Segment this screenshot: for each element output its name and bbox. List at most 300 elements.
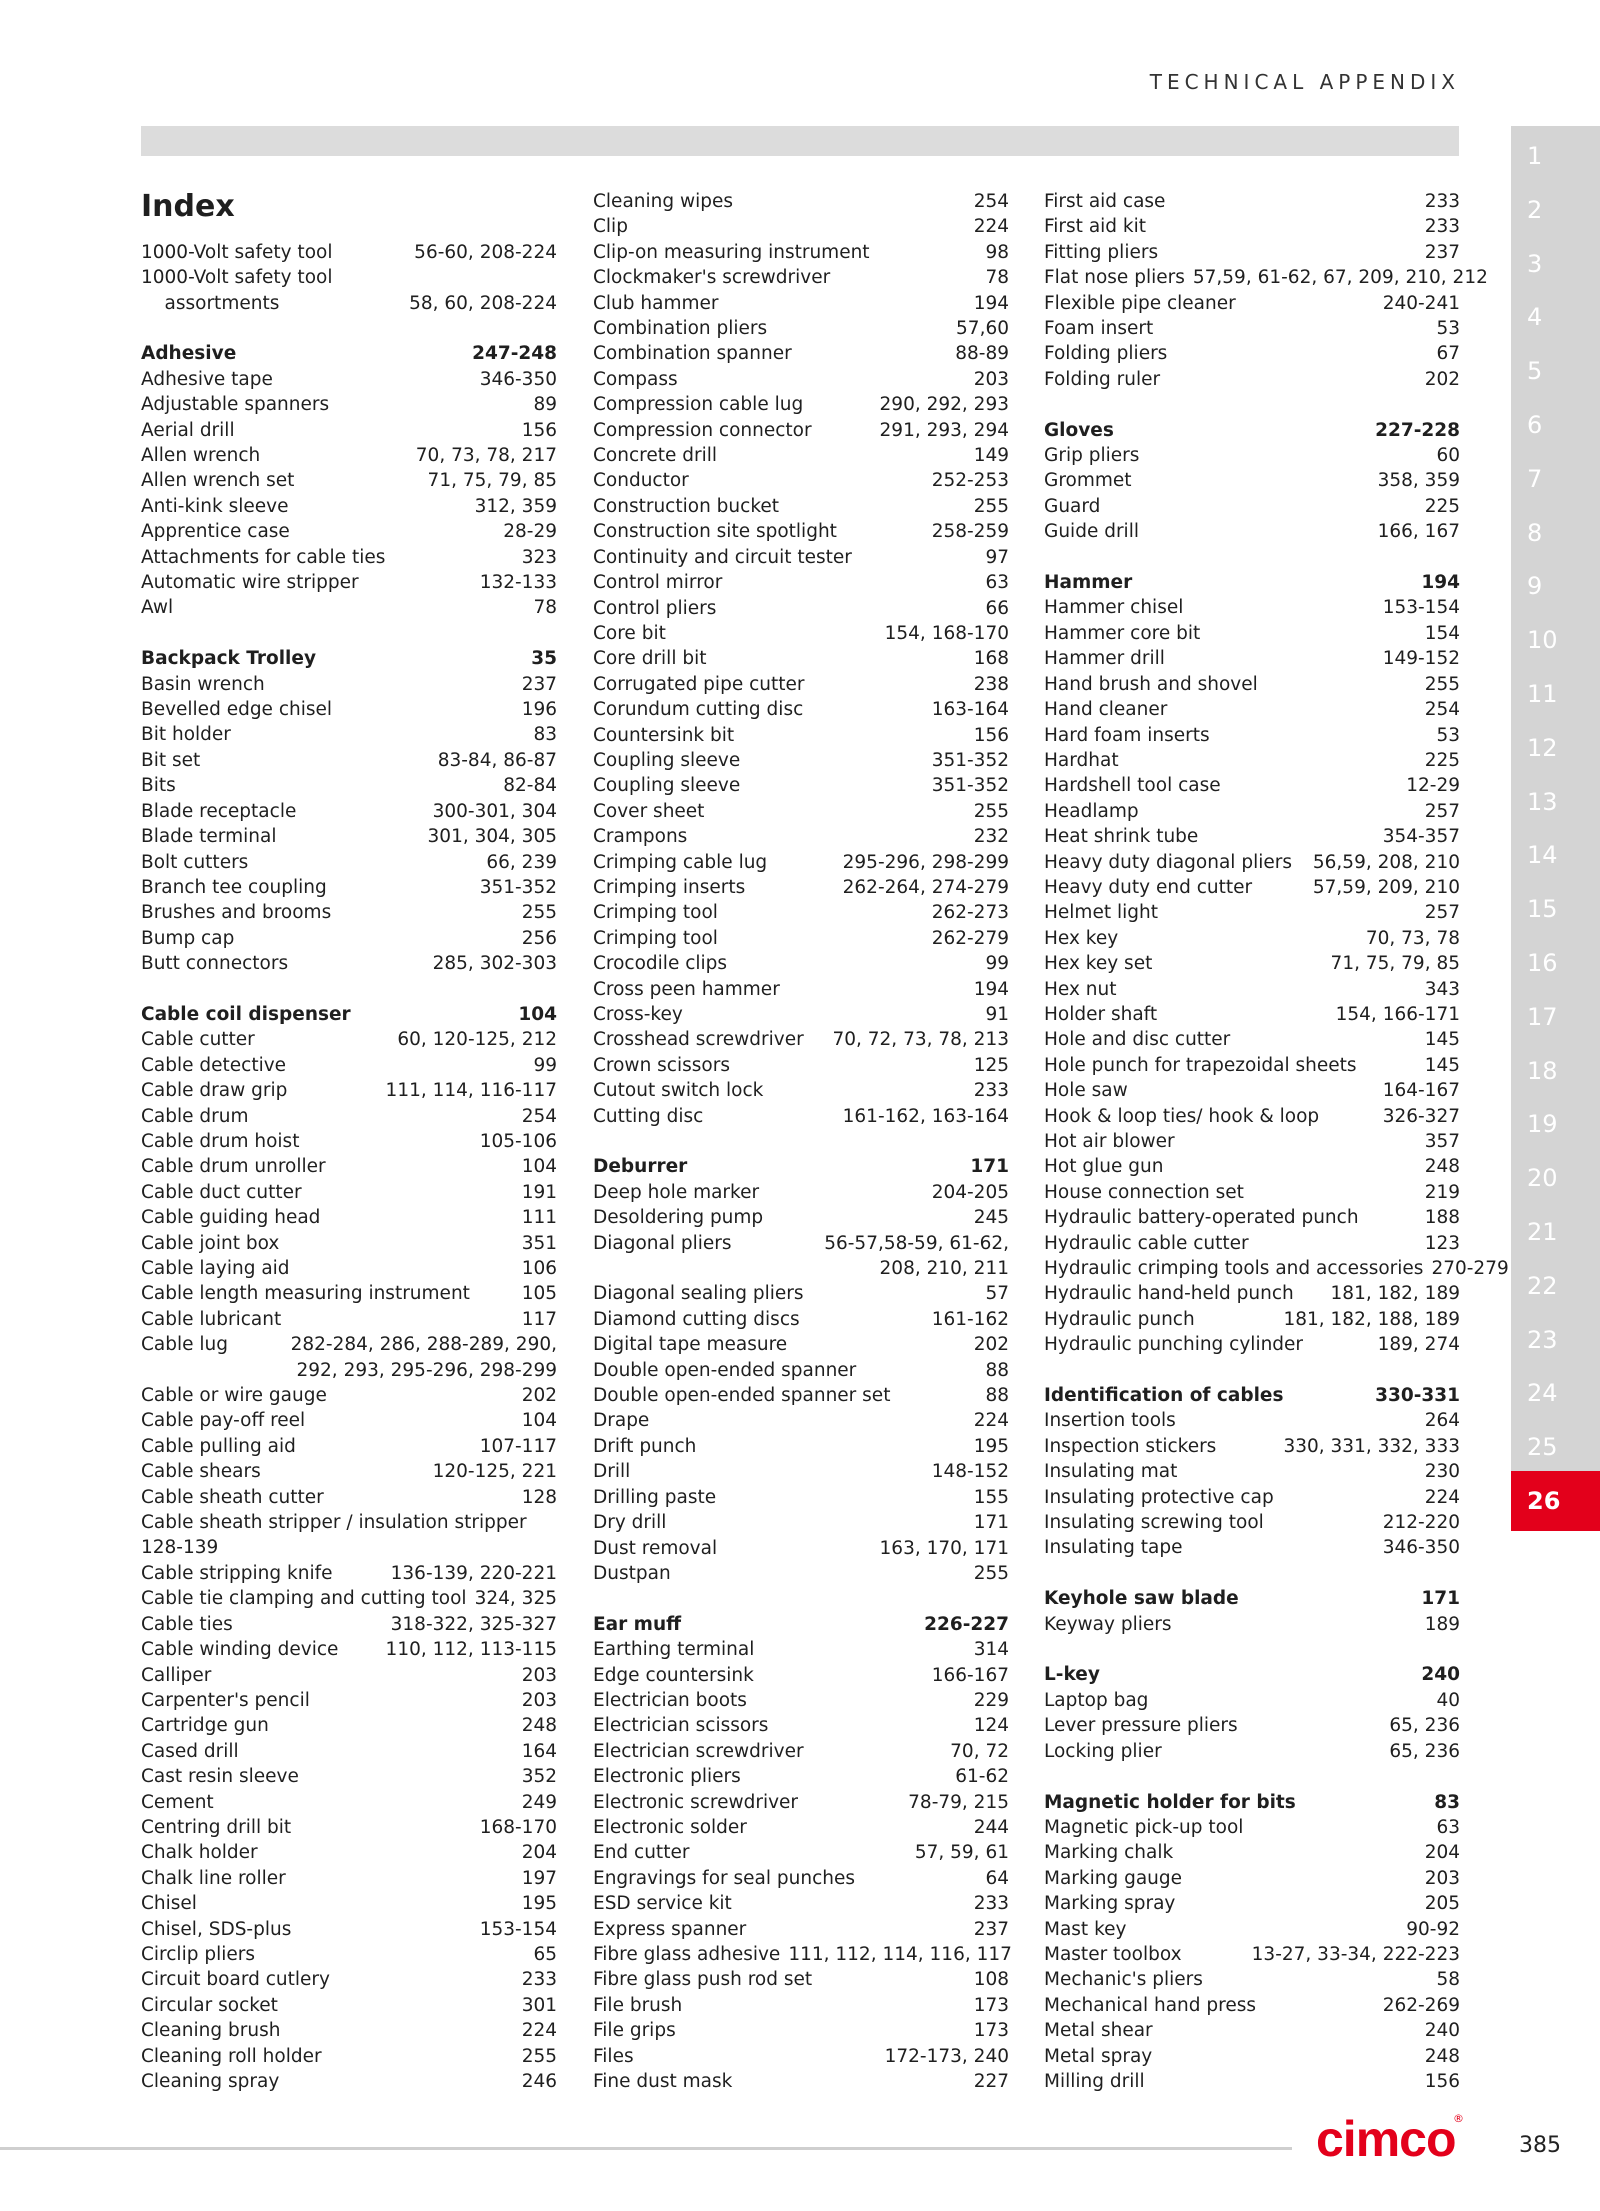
entry-pages: 88 xyxy=(985,1359,1009,1381)
entry-term: Metal shear xyxy=(1044,2020,1153,2042)
entry-term: Clockmaker's screwdriver xyxy=(593,267,831,289)
index-entry xyxy=(593,1764,1009,1789)
entry-term: Folding ruler xyxy=(1044,368,1161,390)
entry-pages: 154, 168-170 xyxy=(884,622,1009,644)
entry-pages: 173 xyxy=(973,1994,1009,2016)
entry-term: Laptop bag xyxy=(1044,1689,1149,1711)
entry-term: Hex key set xyxy=(1044,953,1153,975)
entry-pages: 255 xyxy=(973,1562,1009,1584)
index-entry xyxy=(593,773,1009,798)
index-entry xyxy=(141,1205,557,1230)
entry-pages: 225 xyxy=(1424,495,1460,517)
entry-term: Hammer xyxy=(1044,572,1133,594)
chapter-tab-11[interactable]: 11 xyxy=(1511,664,1600,724)
entry-pages: 181, 182, 189 xyxy=(1330,1283,1460,1305)
index-entry xyxy=(141,697,557,722)
section-title: TECHNICAL APPENDIX xyxy=(1149,70,1460,94)
entry-term: First aid kit xyxy=(1044,216,1147,238)
index-entry xyxy=(141,1510,557,1561)
index-entry xyxy=(1044,468,1460,493)
index-entry xyxy=(593,367,1009,392)
entry-term: Cable lug xyxy=(141,1334,229,1356)
index-entry xyxy=(1044,1129,1460,1154)
entry-pages: 237 xyxy=(521,673,557,695)
index-entry xyxy=(1044,621,1460,646)
index-entry xyxy=(1044,1713,1460,1738)
entry-pages: 171 xyxy=(973,1512,1009,1534)
index-entry xyxy=(1044,1434,1460,1459)
entry-term: Ear muff xyxy=(593,1613,682,1635)
entry-term: Compression connector xyxy=(593,419,812,441)
index-entry xyxy=(1044,1002,1460,1027)
index-entry xyxy=(593,1358,1009,1383)
index-entry xyxy=(593,468,1009,493)
entry-pages: 106 xyxy=(521,1258,557,1279)
index-entry xyxy=(593,1942,1012,1967)
entry-pages: 255 xyxy=(1424,673,1460,695)
entry-term: Gloves xyxy=(1044,419,1114,441)
entry-term: Cement xyxy=(141,1791,214,1813)
entry-term: Hydraulic punch xyxy=(1044,1308,1195,1330)
chapter-tab-5[interactable]: 5 xyxy=(1511,341,1600,401)
entry-term: Deburrer xyxy=(593,1156,688,1178)
entry-term: Engravings for seal punches xyxy=(593,1867,855,1889)
index-entry xyxy=(141,392,557,417)
entry-pages: 83 xyxy=(533,724,557,746)
entry-pages: 240 xyxy=(1424,2020,1460,2042)
entry-term: Magnetic pick-up tool xyxy=(1044,1816,1244,1838)
entry-term: Cable tie clamping and cutting tool xyxy=(141,1588,467,1610)
entry-term: Drill xyxy=(593,1461,631,1483)
index-entry xyxy=(1044,875,1460,900)
entry-pages: 65 xyxy=(533,1943,557,1965)
index-entry xyxy=(593,214,1009,239)
index-entry xyxy=(593,900,1009,925)
index-entry xyxy=(593,799,1009,824)
index-entry xyxy=(141,291,557,316)
entry-term: Cable pulling aid xyxy=(141,1435,296,1457)
entry-pages: 105 xyxy=(521,1283,557,1305)
index-entry xyxy=(593,1485,1009,1510)
index-entry xyxy=(593,1027,1009,1052)
entry-pages: 248 xyxy=(521,1715,557,1737)
entry-pages: 226-227 xyxy=(924,1613,1009,1635)
entry-pages: 189 xyxy=(1424,1613,1460,1635)
entry-pages: 57,60 xyxy=(956,318,1009,340)
entry-pages: 354-357 xyxy=(1382,826,1460,848)
entry-pages: 240-241 xyxy=(1382,292,1460,314)
index-entry xyxy=(141,443,557,468)
chapter-tab-20[interactable]: 20 xyxy=(1511,1148,1600,1208)
entry-pages: 65, 236 xyxy=(1389,1740,1460,1762)
index-entry xyxy=(593,1408,1009,1433)
entry-term: Hard foam inserts xyxy=(1044,724,1210,746)
entry-term: End cutter xyxy=(593,1842,690,1864)
entry-term: Crimping cable lug xyxy=(593,851,768,873)
index-entry xyxy=(141,1612,557,1637)
entry-term: Hydraulic punching cylinder xyxy=(1044,1334,1304,1356)
entry-term: Concrete drill xyxy=(593,445,717,467)
index-heading xyxy=(141,1002,557,1027)
header-bar xyxy=(141,126,1459,156)
entry-pages: 224 xyxy=(1424,1486,1460,1508)
entry-pages: 88 xyxy=(985,1385,1009,1407)
entry-pages: 91 xyxy=(985,1004,1009,1025)
entry-pages: 188 xyxy=(1424,1207,1460,1229)
entry-pages: 357 xyxy=(1424,1131,1460,1152)
entry-term: Cable drum unroller xyxy=(141,1156,326,1178)
entry-pages: 291, 293, 294 xyxy=(879,419,1009,441)
entry-pages: 149-152 xyxy=(1382,648,1460,670)
entry-pages: 244 xyxy=(973,1816,1009,1838)
entry-pages: 318-322, 325-327 xyxy=(390,1613,557,1635)
entry-pages: 346-350 xyxy=(1382,1537,1460,1559)
entry-pages: 173 xyxy=(973,2020,1009,2042)
entry-pages: 312, 359 xyxy=(474,495,557,517)
index-entry xyxy=(1044,1154,1460,1179)
entry-pages: 104 xyxy=(521,1410,557,1432)
entry-pages: 351 xyxy=(521,1232,557,1254)
entry-term: Marking chalk xyxy=(1044,1842,1174,1864)
index-entry xyxy=(593,824,1009,849)
index-entry xyxy=(593,1332,1009,1357)
entry-term: Keyway pliers xyxy=(1044,1613,1172,1635)
index-entry xyxy=(593,748,1009,773)
entry-term: Cast resin sleeve xyxy=(141,1766,299,1788)
entry-term: Insulating tape xyxy=(1044,1537,1183,1559)
chapter-tab-1[interactable]: 1 xyxy=(1511,126,1600,186)
index-entry xyxy=(141,672,557,697)
entry-term: 1000-Volt safety tool xyxy=(141,241,333,263)
chapter-tab-14[interactable]: 14 xyxy=(1511,825,1600,885)
index-entry xyxy=(1044,1917,1460,1942)
entry-term: Holder shaft xyxy=(1044,1003,1158,1025)
index-entry xyxy=(141,570,557,595)
entry-pages: 56-60, 208-224 xyxy=(414,241,557,263)
chapter-tab-7[interactable]: 7 xyxy=(1511,449,1600,509)
entry-term: Crampons xyxy=(593,826,688,848)
entry-pages: 89 xyxy=(533,394,557,416)
entry-term: Hydraulic crimping tools and accessories xyxy=(1044,1258,1424,1280)
entry-term: Automatic wire stripper xyxy=(141,572,359,594)
entry-term: Lever pressure pliers xyxy=(1044,1715,1238,1737)
index-entry xyxy=(141,900,557,925)
entry-term: ESD service kit xyxy=(593,1893,732,1915)
entry-term: Mechanical hand press xyxy=(1044,1994,1256,2016)
entry-pages: 282-284, 286, 288-289, 290, 292, 293, 295-296, 298-299 xyxy=(290,1334,557,1381)
index-entry xyxy=(141,1104,557,1129)
entry-pages: 196 xyxy=(521,699,557,721)
entry-pages: 104 xyxy=(518,1003,557,1025)
entry-pages: 224 xyxy=(973,216,1009,238)
entry-pages: 12-29 xyxy=(1406,775,1460,797)
entry-pages: 255 xyxy=(973,495,1009,517)
chapter-tab-4[interactable]: 4 xyxy=(1511,287,1600,347)
entry-pages: 233 xyxy=(973,1080,1009,1102)
index-entry xyxy=(1044,1815,1460,1840)
chapter-tab-8[interactable]: 8 xyxy=(1511,503,1600,563)
entry-pages: 262-273 xyxy=(931,902,1009,924)
entry-term: Hardshell tool case xyxy=(1044,775,1221,797)
index-entry xyxy=(1044,1307,1460,1332)
chapter-tab-16[interactable]: 16 xyxy=(1511,933,1600,993)
entry-pages: 78-79, 215 xyxy=(908,1791,1009,1813)
entry-pages: 145 xyxy=(1424,1054,1460,1076)
entry-pages: 58, 60, 208-224 xyxy=(409,292,557,314)
entry-pages: 224 xyxy=(973,1410,1009,1432)
entry-pages: 255 xyxy=(973,800,1009,822)
entry-pages: 168-170 xyxy=(479,1816,557,1838)
index-entry xyxy=(593,1053,1009,1078)
index-entry xyxy=(593,1637,1009,1662)
chapter-tab-2[interactable]: 2 xyxy=(1511,180,1600,240)
entry-term: Bit set xyxy=(141,749,201,771)
index-entry xyxy=(1044,1459,1460,1484)
chapter-tab-9[interactable]: 9 xyxy=(1511,556,1600,616)
index-entry xyxy=(141,1866,557,1891)
entry-term: Construction bucket xyxy=(593,495,780,517)
index-entry xyxy=(1044,951,1460,976)
entry-term: Electrician boots xyxy=(593,1689,747,1711)
entry-pages: 232 xyxy=(973,826,1009,848)
index-entry xyxy=(141,1485,557,1510)
entry-term: Core drill bit xyxy=(593,648,707,670)
entry-term: Keyhole saw blade xyxy=(1044,1588,1239,1610)
entry-term: Hole punch for trapezoidal sheets xyxy=(1044,1054,1357,1076)
chapter-tab-15[interactable]: 15 xyxy=(1511,879,1600,939)
entry-term: Crimping tool xyxy=(593,927,718,949)
chapter-tab-12[interactable]: 12 xyxy=(1511,718,1600,778)
entry-term: File brush xyxy=(593,1994,683,2016)
index-entry xyxy=(1044,1485,1460,1510)
entry-pages: 90-92 xyxy=(1406,1918,1460,1940)
entry-pages: 237 xyxy=(1424,241,1460,263)
entry-pages: 78 xyxy=(533,597,557,619)
entry-pages: 314 xyxy=(973,1639,1009,1661)
entry-term: Cable joint box xyxy=(141,1232,280,1254)
chapter-tab-18[interactable]: 18 xyxy=(1511,1041,1600,1101)
index-entry xyxy=(141,1434,557,1459)
entry-pages: 153-154 xyxy=(479,1918,557,1940)
entry-term: Club hammer xyxy=(593,292,719,314)
entry-term: Heat shrink tube xyxy=(1044,826,1199,848)
index-entry xyxy=(141,1942,557,1967)
index-entry xyxy=(1044,367,1460,392)
entry-term: Compass xyxy=(593,368,678,390)
entry-pages: 105-106 xyxy=(479,1130,557,1152)
index-entry xyxy=(593,1180,1009,1205)
index-entry xyxy=(1044,1281,1460,1306)
entry-term: Cable drum hoist xyxy=(141,1130,300,1152)
index-entry xyxy=(593,1993,1009,2018)
index-heading xyxy=(1044,1662,1460,1687)
entry-pages: 233 xyxy=(1424,191,1460,212)
entry-term: Master toolbox xyxy=(1044,1943,1182,1965)
entry-pages: 28-29 xyxy=(503,521,557,543)
index-entry xyxy=(141,1967,557,1992)
index-entry xyxy=(593,494,1009,519)
index-entry xyxy=(593,1307,1009,1332)
entry-pages: 153-154 xyxy=(1382,597,1460,619)
chapter-tab-25[interactable]: 25 xyxy=(1511,1417,1600,1477)
entry-term: Dry drill xyxy=(593,1512,667,1534)
entry-pages: 346-350 xyxy=(479,368,557,390)
index-entry xyxy=(1044,1104,1460,1129)
entry-pages: 252-253 xyxy=(931,470,1009,492)
entry-pages: 145 xyxy=(1424,1029,1460,1051)
entry-term: Cross peen hammer xyxy=(593,978,780,1000)
entry-pages: 343 xyxy=(1424,978,1460,1000)
index-entry xyxy=(1044,1535,1460,1560)
index-entry xyxy=(593,1815,1009,1840)
entry-pages: 40 xyxy=(1436,1689,1460,1711)
entry-term: File grips xyxy=(593,2020,676,2042)
entry-term: Cable pay-off reel xyxy=(141,1410,306,1432)
index-entry xyxy=(593,1891,1009,1916)
entry-pages: 224 xyxy=(521,2020,557,2042)
chapter-tab-26[interactable]: 26 xyxy=(1511,1471,1600,1531)
index-entry xyxy=(141,1459,557,1484)
entry-term: Anti-kink sleeve xyxy=(141,495,289,517)
entry-term: Insertion tools xyxy=(1044,1410,1176,1432)
entry-pages: 71, 75, 79, 85 xyxy=(1330,953,1460,975)
entry-pages: 154 xyxy=(1424,622,1460,644)
entry-pages: 205 xyxy=(1424,1893,1460,1915)
index-entry xyxy=(1044,595,1460,620)
entry-term: Hammer drill xyxy=(1044,648,1165,670)
index-entry xyxy=(1044,926,1460,951)
entry-pages: 161-162 xyxy=(931,1308,1009,1330)
index-entry xyxy=(141,1993,557,2018)
index-entry xyxy=(593,1917,1009,1942)
index-entry xyxy=(1044,748,1460,773)
index-heading xyxy=(1044,570,1460,595)
entry-pages: 254 xyxy=(1424,699,1460,721)
entry-pages: 136-139, 220-221 xyxy=(390,1562,557,1584)
entry-term: Deep hole marker xyxy=(593,1181,760,1203)
index-entry xyxy=(1044,1840,1460,1865)
entry-term: Adjustable spanners xyxy=(141,394,330,416)
chapter-tab-6[interactable]: 6 xyxy=(1511,395,1600,455)
entry-term: Cable length measuring instrument xyxy=(141,1283,470,1305)
index-entry xyxy=(593,1536,1009,1561)
chapter-tab-21[interactable]: 21 xyxy=(1511,1202,1600,1262)
entry-pages: 323 xyxy=(521,546,557,568)
index-entry xyxy=(1044,2044,1460,2069)
entry-pages: 262-264, 274-279 xyxy=(842,876,1009,898)
index-entry xyxy=(141,1917,557,1942)
index-entry xyxy=(593,1434,1009,1459)
entry-pages: 57,59, 209, 210 xyxy=(1312,876,1460,898)
entry-term: Construction site spotlight xyxy=(593,521,837,543)
chapter-tab-24[interactable]: 24 xyxy=(1511,1363,1600,1423)
entry-term: Insulating mat xyxy=(1044,1461,1178,1483)
entry-pages: 204 xyxy=(521,1842,557,1864)
entry-pages: 155 xyxy=(973,1486,1009,1508)
entry-pages: 53 xyxy=(1436,318,1460,340)
chapter-tab-22[interactable]: 22 xyxy=(1511,1256,1600,1316)
index-entry xyxy=(1044,316,1460,341)
entry-pages: 110, 112, 113-115 xyxy=(385,1639,557,1661)
entry-pages: 149 xyxy=(973,445,1009,467)
entry-pages: 164 xyxy=(521,1740,557,1762)
index-entry xyxy=(141,1332,557,1383)
entry-term: Drape xyxy=(593,1410,650,1432)
entry-term: Hammer core bit xyxy=(1044,622,1201,644)
entry-term: Hook & loop ties/ hook & loop xyxy=(1044,1105,1320,1127)
index-entry xyxy=(141,951,557,976)
entry-pages: 203 xyxy=(521,1664,557,1686)
entry-term: Fine dust mask xyxy=(593,2071,733,2093)
entry-pages: 270-279 xyxy=(1431,1258,1509,1280)
index-entry xyxy=(1044,1967,1460,1992)
chapter-tab-23[interactable]: 23 xyxy=(1511,1310,1600,1370)
index-entry xyxy=(1044,443,1460,468)
index-heading xyxy=(1044,1586,1460,1611)
entry-term: Hex nut xyxy=(1044,978,1117,1000)
entry-term: Butt connectors xyxy=(141,953,289,975)
page-number: 385 xyxy=(1519,2133,1561,2158)
entry-pages: 202 xyxy=(521,1385,557,1407)
index-entry xyxy=(141,418,557,443)
index-entry xyxy=(593,2044,1009,2069)
index-entry xyxy=(593,545,1009,570)
index-entry xyxy=(593,570,1009,595)
entry-pages: 301, 304, 305 xyxy=(427,826,557,848)
chapter-tab-10[interactable]: 10 xyxy=(1511,610,1600,670)
entry-pages: 295-296, 298-299 xyxy=(842,851,1009,873)
entry-pages: 352 xyxy=(521,1766,557,1788)
index-entry xyxy=(593,850,1009,875)
index-entry xyxy=(141,2018,557,2043)
index-entry xyxy=(141,240,557,265)
chapter-tab-19[interactable]: 19 xyxy=(1511,1094,1600,1154)
index-entry xyxy=(1044,1180,1460,1205)
entry-pages: 124 xyxy=(973,1715,1009,1737)
index-entry xyxy=(141,1281,557,1306)
entry-term: Cable sheath cutter xyxy=(141,1486,324,1508)
entry-pages: 203 xyxy=(1424,1867,1460,1889)
entry-pages: 70, 73, 78, 217 xyxy=(415,445,557,467)
entry-term: Cable guiding head xyxy=(141,1207,321,1229)
entry-term: Marking gauge xyxy=(1044,1867,1183,1889)
entry-pages: 254 xyxy=(521,1105,557,1127)
entry-term: Hot air blower xyxy=(1044,1131,1175,1152)
index-column-3 xyxy=(1044,189,1509,2094)
entry-pages: 57 xyxy=(985,1283,1009,1305)
index-entry xyxy=(593,1281,1009,1306)
index-entry xyxy=(593,265,1009,290)
entry-pages: 203 xyxy=(973,368,1009,390)
entry-term: Cable or wire gauge xyxy=(141,1385,327,1407)
entry-pages: 156 xyxy=(521,419,557,441)
entry-term: Helmet light xyxy=(1044,902,1158,924)
entry-pages: 290, 292, 293 xyxy=(879,394,1009,416)
entry-term: Blade terminal xyxy=(141,826,277,848)
entry-pages: 237 xyxy=(973,1918,1009,1940)
entry-term: 1000-Volt safety tool xyxy=(141,267,333,289)
entry-term: Magnetic holder for bits xyxy=(1044,1791,1296,1813)
index-entry xyxy=(141,1815,557,1840)
entry-term: Cased drill xyxy=(141,1740,239,1762)
entry-pages: 99 xyxy=(985,953,1009,975)
entry-pages: 256 xyxy=(521,927,557,949)
entry-term: Clip-on measuring instrument xyxy=(593,241,870,263)
index-entry xyxy=(141,1129,557,1154)
chapter-tab-13[interactable]: 13 xyxy=(1511,772,1600,832)
chapter-tab-3[interactable]: 3 xyxy=(1511,234,1600,294)
chapter-tab-17[interactable]: 17 xyxy=(1511,987,1600,1047)
